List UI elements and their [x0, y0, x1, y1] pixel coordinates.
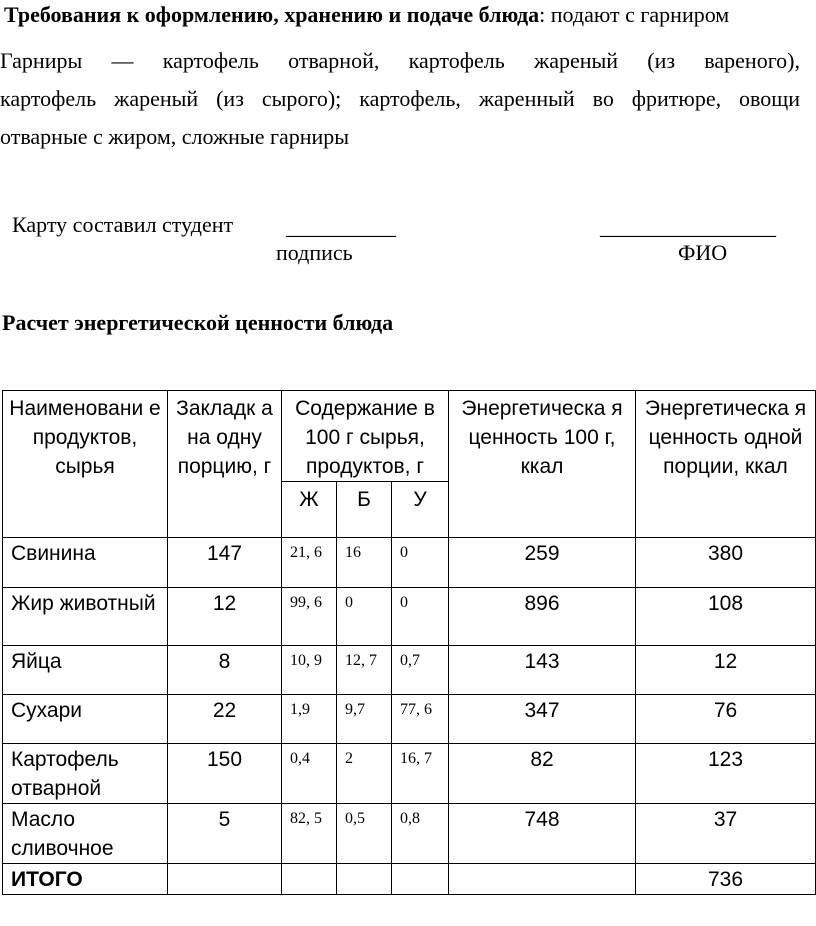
- row-energy-100: 748: [449, 804, 636, 864]
- header-carbs: У: [392, 482, 449, 538]
- energy-heading: Расчет энергетической ценности блюда: [2, 310, 394, 335]
- row-protein: 12, 7: [337, 646, 392, 695]
- table-row: [3, 695, 816, 744]
- row-energy-100: 82: [449, 744, 636, 804]
- header-protein: Б: [337, 482, 392, 538]
- row-fat: 82, 5: [282, 804, 337, 864]
- table-row: [3, 538, 816, 588]
- header-energy-portion: Энергетическа я ценность одной порции, ккал: [636, 391, 816, 538]
- energy-table: [2, 390, 816, 895]
- total-empty-protein: [337, 864, 392, 895]
- header-name: Наименовани е продуктов, сырья: [3, 391, 168, 538]
- serving-requirements-label: Требования к оформлению, хранению и подаче блюда: [4, 2, 540, 27]
- row-portion: 12: [168, 588, 282, 646]
- row-energy-100: 259: [449, 538, 636, 588]
- serving-requirements-text: : подают с гарниром: [539, 2, 730, 27]
- header-portion: Закладк а на одну порцию, г: [168, 391, 282, 538]
- row-fat: 99, 6: [282, 588, 337, 646]
- row-fat: 10, 9: [282, 646, 337, 695]
- table-row: [3, 804, 816, 864]
- row-fat: 21, 6: [282, 538, 337, 588]
- total-label: ИТОГО: [3, 864, 168, 895]
- row-name: Картофель отварной: [3, 744, 168, 804]
- signature-prefix: Карту составил студент: [12, 212, 234, 237]
- row-energy-100: 896: [449, 588, 636, 646]
- row-name: Жир животный: [3, 588, 168, 646]
- garnish-line-1: Гарниры — картофель отварной, картофель жареный (из вареного),: [0, 48, 800, 73]
- row-portion: 150: [168, 744, 282, 804]
- total-empty-portion: [168, 864, 282, 895]
- row-energy-portion: 123: [636, 744, 816, 804]
- row-carbs: 0,7: [392, 646, 449, 695]
- row-carbs: 0,8: [392, 804, 449, 864]
- garnish-line-3: отварные с жиром, сложные гарниры: [0, 124, 350, 149]
- row-fat: 0,4: [282, 744, 337, 804]
- row-energy-portion: 380: [636, 538, 816, 588]
- total-empty-energy-100: [449, 864, 636, 895]
- total-empty-carbs: [392, 864, 449, 895]
- name-line: ________________: [600, 214, 776, 239]
- row-protein: 16: [337, 538, 392, 588]
- serving-requirements: [4, 0, 804, 34]
- row-fat: 1,9: [282, 695, 337, 744]
- row-carbs: 16, 7: [392, 744, 449, 804]
- row-protein: 2: [337, 744, 392, 804]
- garnish-line-2: картофель жареный (из сырого); картофель, жаренный во фритюре, овощи: [0, 86, 800, 111]
- total-value: 736: [636, 864, 816, 895]
- row-name: Сухари: [3, 695, 168, 744]
- table-row: [3, 588, 816, 646]
- header-fat: Ж: [282, 482, 337, 538]
- row-energy-100: 347: [449, 695, 636, 744]
- row-name: Масло сливочное: [3, 804, 168, 864]
- table-total-row: [3, 864, 816, 895]
- row-energy-100: 143: [449, 646, 636, 695]
- signature-line: __________: [286, 214, 396, 239]
- row-carbs: 0: [392, 538, 449, 588]
- total-empty-fat: [282, 864, 337, 895]
- row-energy-portion: 108: [636, 588, 816, 646]
- row-portion: 22: [168, 695, 282, 744]
- row-carbs: 0: [392, 588, 449, 646]
- table-row: [3, 646, 816, 695]
- garnish-paragraph: [0, 42, 800, 156]
- header-energy-100: Энергетическа я ценность 100 г, ккал: [449, 391, 636, 538]
- header-content: Содержание в 100 г сырья, продуктов, г: [282, 391, 449, 482]
- row-protein: 9,7: [337, 695, 392, 744]
- table-row: [3, 744, 816, 804]
- signature-caption: подпись: [276, 240, 353, 265]
- row-energy-portion: 12: [636, 646, 816, 695]
- row-energy-portion: 76: [636, 695, 816, 744]
- table-header-row: [3, 391, 816, 482]
- row-portion: 147: [168, 538, 282, 588]
- row-portion: 8: [168, 646, 282, 695]
- row-protein: 0: [337, 588, 392, 646]
- row-energy-portion: 37: [636, 804, 816, 864]
- row-protein: 0,5: [337, 804, 392, 864]
- row-name: Свинина: [3, 538, 168, 588]
- row-carbs: 77, 6: [392, 695, 449, 744]
- row-portion: 5: [168, 804, 282, 864]
- row-name: Яйца: [3, 646, 168, 695]
- name-caption: ФИО: [678, 240, 728, 265]
